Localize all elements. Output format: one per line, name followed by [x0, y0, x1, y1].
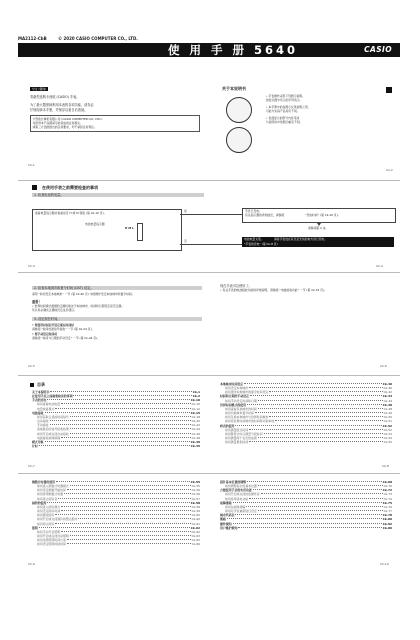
toc-leader	[258, 510, 383, 511]
toc-leader	[55, 514, 190, 515]
toc-entry-title: 如何设定照明持续时间	[37, 542, 66, 547]
toc-leader	[39, 445, 190, 446]
toc-entry-title: 如何开启或关闭自动接收	[37, 431, 69, 436]
disclaimer-box	[30, 115, 200, 132]
page-number: Ck-6	[380, 364, 387, 368]
toc-entry-title: 电波接收故障排除	[37, 435, 61, 440]
disclaimer-line-3: 或第三方因此提出的任何要求，均不承担任何责任。	[32, 124, 97, 129]
toc-entry-page: Ck-72	[382, 488, 392, 493]
toc-entry-page: Ck-60	[191, 517, 200, 522]
toc-entry-title: 如何开启或关闭闹铃和整点报时	[37, 517, 78, 522]
flow-check-box	[32, 209, 182, 251]
toc-entry-title: 如何暂停计时以测量分段时间	[225, 431, 263, 436]
toc-leader	[73, 395, 191, 396]
toc-leader	[70, 428, 191, 429]
toc-entry-page: Ck-75	[382, 500, 392, 505]
toc-entry-title: 照明	[32, 525, 38, 530]
toc-entry-page: Ck-58	[190, 500, 200, 505]
toc-leader	[253, 489, 382, 490]
toc-leader	[258, 485, 383, 486]
toc-leader	[50, 391, 191, 392]
toc-entry-title: 本地城市时间设定	[220, 382, 244, 386]
toc-leader	[67, 489, 191, 490]
toc-leader	[55, 408, 190, 409]
toc-entry-title: 如何切换城市夏令时间	[225, 411, 254, 416]
toc-entry-page: Ck-62	[190, 525, 200, 530]
toc-entry-page: Ck-52	[383, 427, 392, 432]
toc-entry-page: Ck-73	[383, 492, 392, 497]
toc-entry-title: 如何使用倒数计时器	[37, 492, 64, 497]
section-heading: 在使用手表之前需要检查的事项	[42, 185, 98, 190]
toc-leader	[67, 539, 191, 540]
toc-entry-title: 如何选择照明时间长度	[37, 538, 66, 543]
battery-level-scale: H M L	[125, 226, 134, 230]
toc-leader	[55, 523, 190, 524]
toc-entry[interactable]	[32, 444, 200, 448]
important-note-2: 所以务必确实正确地设定这些项目。	[32, 308, 77, 312]
toc-list	[32, 480, 200, 547]
signal-item: • 要使用时间信号设定现在时间时	[32, 323, 74, 327]
toc-entry-page: Ck-44	[382, 394, 392, 399]
toc-leader	[227, 518, 382, 519]
step-3-bar: 3. 设定现在时间。	[32, 317, 202, 321]
toc-heading	[30, 382, 45, 387]
toc-entry-title: 指针基本位置的调整	[220, 480, 247, 484]
toc-entry-page: Ck-65	[191, 538, 200, 543]
toc-entry-page: Ck-74	[383, 496, 392, 501]
toc-entry-title: 如何手动开启照明	[37, 529, 61, 534]
section-marker	[386, 87, 392, 93]
about-bullet-3b: 与说明书中的图示略有不同。	[266, 120, 303, 124]
disclaimer-line-1: 卡西欧计算机有限公司 (CASIO COMPUTER CO., LTD.)	[32, 116, 103, 121]
toc-entry-title: 如何对手表重新进行设定	[225, 509, 257, 514]
toc-entry-page: Ck-12	[191, 406, 200, 411]
casio-logo: CASIO	[364, 45, 392, 54]
low-battery-line-3: “手表的充电” (第 Ck-8 页)	[244, 242, 278, 246]
toc-entry-page: Ck-50	[383, 415, 392, 420]
toc-entry-page: Ck-86	[382, 525, 392, 530]
important-heading: 重要！	[32, 300, 42, 304]
toc-entry-title: 如何手动设定时间和日期	[225, 398, 257, 403]
page-ck7	[18, 378, 208, 472]
document-meta	[18, 36, 148, 41]
reception-note: • 有关手表的电波接收功能的详细说明，请参阅 “电波接收功能” 一节 (第 Ck-15 页)。	[220, 288, 327, 292]
toc-entry-page: Ck-55	[190, 480, 200, 484]
flow-check-text: 查看电量指示器并查看是否 H 或 M 等级 (第 Ck-10 页)。	[35, 210, 107, 215]
page-ck1	[18, 87, 203, 172]
title-bar	[18, 43, 400, 57]
toc-leader	[238, 527, 381, 528]
toc-leader	[56, 481, 190, 482]
toc-entry-page: Ck-80	[382, 517, 392, 522]
intro-para-2: 仔细阅读本手册，并保存以备日后查阅。	[30, 107, 88, 112]
toc-entry-page: Ck-49	[383, 411, 392, 416]
charged-line-2: 有关指示器的详细信息，请参阅	[245, 212, 285, 217]
toc-leader	[246, 506, 382, 507]
about-bullet-1b: 按钮以图中所示的字母表示。	[266, 98, 303, 102]
toc-entry-title: 如何进入闹铃模式	[37, 504, 61, 509]
page-ck9	[18, 476, 208, 576]
toc-entry[interactable]	[220, 526, 392, 530]
toc-leader	[255, 412, 383, 413]
toc-entry-title: 时间和日期的手动设定	[220, 394, 249, 399]
toc-entry-title: 用户维护须知	[220, 525, 238, 530]
toc-entry-page: Ck-54	[383, 436, 392, 441]
manual-item-ref: 请参阅 “时间与日期的手动设定” 一节 (第 Ck-44 页)。	[32, 336, 101, 340]
page-number-left: Ck-3	[28, 264, 35, 268]
watch-illustration-top	[226, 97, 252, 123]
toc-entry-page: Ck-70	[383, 484, 392, 489]
toc-entry-title: 如何测量两个名次的成绩	[225, 436, 257, 441]
toc-entry-page: Ck-2	[192, 394, 200, 399]
toc-entry-title: 如何设定倒数开始时间	[37, 488, 66, 493]
toc-leader	[67, 543, 191, 544]
toc-entry-title: 如何设定闹铃时间	[37, 509, 61, 514]
toc-leader	[61, 506, 190, 507]
toc-leader	[61, 531, 190, 532]
toc-entry-title: 方便使用手表的实用功能	[220, 488, 252, 493]
battery-indicator-label: 电池电量指示器	[85, 222, 105, 226]
toc-leader	[50, 420, 191, 421]
toc-entry-title: 如何将世界时间城市的时间移动到本地	[225, 419, 275, 424]
signal-item-ref: 请参阅 “时间校准信号接收” 一节 (第 Ck-24 页)。	[32, 327, 95, 331]
toc-list	[220, 382, 392, 444]
toc-leader	[45, 412, 190, 413]
toc-entry-page: Ck-10	[190, 398, 200, 403]
toc-entry-title: 如何更改本地城市的夏令时间设定	[225, 390, 269, 395]
toc-leader	[258, 437, 383, 438]
toc-entry-title: 世界时间模式的使用	[220, 402, 247, 407]
toc-leader	[264, 433, 383, 434]
toc-leader	[70, 416, 191, 417]
toc-entry-page: Ck-52	[382, 423, 392, 428]
low-battery-line-1: 电池电量太低。	[244, 237, 264, 241]
battery-scale-box	[137, 223, 143, 241]
about-bullet-3a: • 表面显示的部分内容可能	[266, 116, 300, 120]
toc-leader	[247, 404, 382, 405]
page-ck6	[210, 282, 400, 372]
toc-leader	[235, 514, 381, 515]
section-marker	[32, 185, 37, 190]
toc-leader	[269, 416, 382, 417]
toc-entry-title: 规格	[220, 517, 226, 522]
step-2-bar: 2. 检查本地城市和夏令时间 (DST) 设定。	[32, 286, 202, 290]
page-number: Ck-10	[380, 562, 389, 566]
low-battery-line-2: 请将手表放在有充足光线的地方进行充电。	[274, 237, 328, 241]
toc-entry-title: 如何互换本地城市与世界时间城市	[225, 415, 269, 420]
toc-entry-title: 电量恢复模式	[37, 406, 55, 411]
toc-entry-title: 如何停止闹铃	[37, 521, 55, 526]
important-note-1: • 世界时间模式数据的正确性取决于本地城市、时间和日期设定是否正确。	[32, 304, 125, 308]
go-step-2: 请参阅第 2 步。	[308, 226, 329, 230]
about-bullet-1a: • 手表操作采用下列图示说明。	[266, 94, 305, 98]
page-ck10	[210, 476, 400, 576]
toc-entry-page: Ck-48	[383, 406, 392, 411]
toc-entry-title: 如何调整指针的基本位置	[225, 484, 257, 489]
divider	[18, 375, 400, 376]
about-bullet-2a: • 本手册中的各图示仅供说明之用，	[266, 105, 311, 109]
toc-entry-page: Ck-66	[191, 542, 200, 547]
toc-entry-page: Ck-56	[191, 492, 200, 497]
toc-leader	[275, 420, 382, 421]
doc-code: MA2112-CbB	[18, 36, 47, 41]
toc-entry-page: Ck-28	[191, 435, 200, 440]
toc-entry-title: 如何在故障排除	[225, 504, 246, 509]
toc-entry-title: 如何查看其他城市的时间	[225, 406, 257, 411]
copyright: © 2020 CASIO COMPUTER CO., LTD.	[58, 36, 138, 41]
low-battery-box	[242, 237, 394, 247]
toc-entry-title: 如何开启或关闭按钮操作音	[225, 492, 260, 497]
step-2-text: 请用 “如何设定本地城市” 一节 (第 Ck-40 页) 中的操作设定本地城市和夏令时间。	[32, 292, 135, 296]
toc-entry-title: 手表的充电	[32, 398, 47, 403]
toc-leader	[233, 523, 382, 524]
page-ck2	[210, 80, 400, 172]
toc-entry-title: 如何设定本地城市	[225, 386, 249, 391]
toc-marker	[30, 383, 34, 387]
section-heading-text: 关于本说明书	[222, 86, 246, 91]
toc-leader	[45, 441, 190, 442]
toc-leader	[61, 403, 190, 404]
toc-entry-title: 闹铃的使用	[32, 500, 47, 505]
toc-entry-page: Ck-10	[191, 402, 200, 407]
toc-entry-page: Ck-76	[383, 504, 392, 509]
toc-leader	[249, 429, 382, 430]
ready-text: 现在手表可以使用了。	[220, 284, 252, 288]
toc-entry-title: 城市代码表	[220, 513, 235, 518]
page-number: Ck-2	[386, 168, 393, 172]
page-number: Ck-1	[28, 163, 35, 167]
toc-leader	[261, 493, 383, 494]
toc-entry-page: Ck-48	[382, 402, 392, 407]
divider	[18, 180, 400, 181]
toc-entry-page: Ck-18	[191, 414, 200, 419]
toc-entry-page: Ck-30	[190, 439, 200, 444]
toc-leader	[244, 383, 382, 384]
toc-leader	[47, 502, 189, 503]
section-heading	[222, 86, 246, 91]
toc-entry-page: Ck-15	[190, 410, 200, 415]
page-ck5	[18, 282, 208, 372]
toc-entry-page: Ck-78	[382, 513, 392, 518]
about-bullet-2b: 可能与实际产品有所不同。	[266, 109, 300, 113]
toc-leader	[250, 395, 382, 396]
arrow-no	[180, 244, 242, 245]
toc-entry-title: 如何查看电池电量	[37, 402, 61, 407]
toc-entry-title: 计时	[32, 444, 38, 449]
toc-entry-title: 倒数计时器的使用	[32, 480, 56, 484]
toc-entry-title: 查看最后的信号接收结果	[37, 427, 69, 432]
disclaimer-line-2: 对使用本产品期间可能造成的任何损失，	[32, 120, 83, 125]
toc-entry-title: 如何测试闹铃	[37, 513, 55, 518]
toc-leader	[247, 481, 382, 482]
charged-line-3: “充电时间” (第 Ck-10 页)。	[305, 212, 341, 217]
toc-entry-page: Ck-1	[192, 390, 200, 394]
watch-illustration-bottom	[226, 127, 252, 153]
toc-leader	[64, 493, 191, 494]
toc-entry-title: 在使用手表之前需要检查的事项	[32, 394, 73, 399]
toc-leader	[235, 425, 381, 426]
toc-entry-title: 如何使用省电功能	[225, 496, 249, 501]
toc-entry-title: 如何开启或关闭自动照明	[37, 534, 69, 539]
toc-entry-title: 自动接收	[37, 419, 49, 424]
divider	[18, 473, 400, 474]
divider	[18, 272, 400, 273]
toc-leader	[78, 518, 190, 519]
language-tab: 中文 (简体)	[32, 87, 47, 91]
charged-box	[242, 208, 396, 223]
toc-entry-page: Ck-55	[383, 440, 392, 445]
toc-entry-page: Ck-82	[382, 521, 392, 526]
toc-leader	[70, 485, 191, 486]
toc-entry-page: Ck-59	[191, 509, 200, 514]
toc-entry-title: 如何停止闹铃音	[37, 496, 58, 501]
toc-leader	[39, 527, 190, 528]
page-number-right: Ck-4	[376, 264, 383, 268]
page-number: Ck-7	[28, 464, 35, 468]
toc-leader	[249, 498, 382, 499]
manual-title: 使 用 手 册 5640	[168, 43, 299, 57]
flow-no-label: 否	[184, 239, 187, 243]
toc-entry-page: Ck-53	[383, 431, 392, 436]
toc-entry-title: 秒表的使用	[220, 423, 235, 428]
toc-entry-page: Ck-35	[190, 444, 200, 449]
toc-entry-page: Ck-62	[191, 529, 200, 534]
page-ck8	[210, 378, 400, 472]
toc-entry-page: Ck-61	[191, 521, 200, 526]
toc-entry-title: 如何进入倒数计时器模式	[37, 484, 69, 489]
toc-leader	[58, 498, 190, 499]
toc-entry-page: Ck-77	[383, 509, 392, 514]
toc-entry-page: Ck-60	[191, 513, 200, 518]
toc-leader	[249, 387, 382, 388]
toc-leader	[70, 433, 191, 434]
toc-leader	[61, 437, 190, 438]
toc-list	[32, 390, 200, 448]
toc-entry[interactable]	[220, 440, 392, 444]
toc-entry-page: Ck-20	[191, 419, 200, 424]
page-number: Ck-8	[382, 464, 389, 468]
flow-yes-label: 是	[184, 209, 187, 213]
toc-entry-title: 如何测量经过时间	[225, 427, 249, 432]
toc-entry-page: Ck-57	[191, 496, 200, 501]
page-number: Ck-5	[28, 364, 35, 368]
toc-entry-title: 故障排除	[220, 500, 232, 505]
toc-entry-page: Ck-56	[191, 488, 200, 493]
intro-text: 衷谢您选购卡西欧 (CASIO) 手表。	[30, 95, 80, 99]
toc-entry-title: 关于本说明书	[32, 390, 50, 394]
toc-entry-page: Ck-44	[383, 398, 392, 403]
toc-entry-page: Ck-63	[191, 534, 200, 539]
toc-leader	[70, 535, 191, 536]
charged-line-1: 手表已充电。	[245, 208, 262, 213]
toc-entry-page: Ck-24	[191, 427, 200, 432]
toc-leader	[47, 399, 189, 400]
toc-entry-page: Ck-51	[383, 419, 392, 424]
manual-item: • 要手动设定时间时	[32, 332, 58, 336]
toc-entry-title: 如何测量累积时间	[225, 440, 249, 445]
toc-entry-title: 电波接收	[32, 410, 44, 415]
toc-leader	[269, 391, 382, 392]
toc-entry-page: Ck-55	[191, 484, 200, 489]
toc-leader	[258, 408, 383, 409]
toc-entry-page: Ck-26	[191, 431, 200, 436]
toc-entry-title: 模式导航	[32, 439, 44, 444]
toc-entry-page: Ck-22	[191, 423, 200, 428]
toc-leader	[233, 502, 382, 503]
arrow-yes	[180, 214, 242, 215]
toc-entry-page: Ck-58	[191, 504, 200, 509]
toc-leader	[249, 441, 382, 442]
toc-entry-title: 操作须知	[220, 521, 232, 526]
toc-entry[interactable]	[32, 542, 200, 546]
page-ck3	[18, 182, 400, 270]
toc-entry-title: 手动接收	[37, 423, 49, 428]
toc-entry-page: Ck-42	[383, 390, 392, 395]
toc-entry-page: Ck-40	[382, 382, 392, 386]
toc-heading-text: 目录	[37, 382, 45, 387]
step-1-bar: 1. 检查电池的电量。	[32, 193, 204, 197]
toc-leader	[50, 424, 191, 425]
toc-leader	[61, 510, 190, 511]
toc-entry-page: Ck-40	[383, 386, 392, 391]
toc-list	[220, 480, 392, 530]
toc-leader	[258, 400, 383, 401]
toc-entry-title: 如何获取合适的时间信号	[37, 414, 69, 419]
page-number: Ck-9	[28, 562, 35, 566]
intro-para-1: 为了最大限度地利用本表的各项功能，请务必	[30, 103, 94, 107]
toc-entry-page: Ck-68	[382, 480, 392, 484]
